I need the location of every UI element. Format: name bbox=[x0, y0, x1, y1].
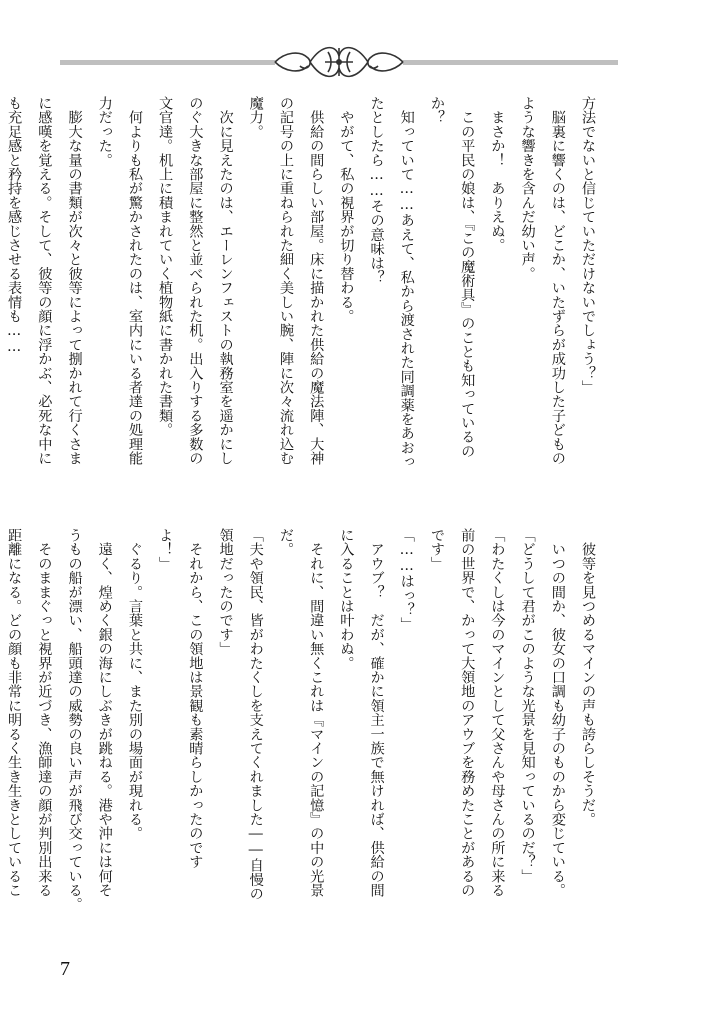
text-line: 距離になる。どの顔も非常に明るく生き生きとしているこ bbox=[6, 528, 23, 898]
text-line: に入ることは叶わぬ。 bbox=[338, 528, 355, 670]
text-block-bottom bbox=[0, 528, 603, 948]
text-line: 魔力。 bbox=[247, 96, 264, 139]
text-line: 文官達。机上に積まれていく植物紙に書かれた書類。 bbox=[157, 96, 174, 437]
text-line: 力だった。 bbox=[96, 96, 113, 167]
text-line: か？ bbox=[428, 96, 445, 125]
text-line: たとしたら……その意味は？ bbox=[368, 96, 385, 285]
text-line: 前の世界で、かって大領地のアウブを務めたことがあるの bbox=[459, 528, 476, 898]
text-line: やがて、私の視界が切り替わる。 bbox=[338, 96, 355, 324]
text-line: まさか！ ありえぬ。 bbox=[489, 96, 506, 253]
text-line: だ。 bbox=[277, 528, 294, 557]
text-line: そのままぐっと視界が近づき、漁師達の顔が判別出来る bbox=[36, 528, 53, 898]
text-line: 次に見えたのは、エーレンフェストの執務室を遥かにし bbox=[217, 96, 234, 466]
text-line: いつの間か、彼女の口調も幼子のものから変じている。 bbox=[549, 528, 566, 898]
text-line: のぐ大きな部屋に整然と並べられた机。出入りする多数の bbox=[187, 96, 204, 466]
text-line: それから、この領地は景観も素晴らしかったのです bbox=[187, 528, 204, 869]
header-ornament bbox=[60, 38, 618, 86]
text-line: うもの船が漂い、船頭達の威勢の良い声が飛び交っている。 bbox=[66, 528, 83, 912]
text-line: です」 bbox=[428, 528, 445, 571]
text-line: 知っていて……あえて、私から渡された同調薬をあおっ bbox=[398, 96, 415, 469]
text-line: 「……はっ？」 bbox=[398, 528, 415, 631]
text-line: 方法でないと信じていただけないでしょう？」 bbox=[580, 96, 596, 395]
page-number: 7 bbox=[60, 958, 70, 980]
text-line: 遠く、煌めく銀の海にしぶきが跳ねる。港や沖には何そ bbox=[96, 528, 113, 898]
text-block-top bbox=[0, 96, 603, 516]
text-line: アウブ？ だが、確かに領主一族で無ければ、供給の間 bbox=[368, 528, 385, 898]
text-line: この平民の娘は、『この魔術具』のことも知っているの bbox=[459, 96, 476, 459]
text-line: 「どうして君がこのような光景を見知っているのだ？」 bbox=[519, 528, 536, 883]
text-line: も充足感と矜持を感じさせる表情も…… bbox=[6, 96, 23, 356]
text-line: に感嘆を覚える。そして、彼等の顔に浮かぶ、必死な中に bbox=[36, 96, 53, 466]
text-line: ぐるり。言葉と共に、また別の場面が現れる。 bbox=[126, 528, 143, 841]
text-line: 脳裏に響くのは、どこか、いたずらが成功した子どもの bbox=[549, 96, 566, 466]
text-line: よ！」 bbox=[157, 528, 174, 571]
text-line: 領地だったのです」 bbox=[217, 528, 234, 656]
text-line: 膨大な量の書類が次々と彼等によって捌かれて行くさま bbox=[66, 96, 83, 466]
text-line: 供給の間らしい部屋。床に描かれた供給の魔法陣、大神 bbox=[308, 96, 325, 466]
text-line: 「夫や領民、皆がわたくしを支えてくれました――自慢の bbox=[247, 528, 264, 901]
text-line: それに、間違い無くこれは『マインの記憶』の中の光景 bbox=[308, 528, 325, 898]
text-line: 彼等を見つめるマインの声も誇らしそうだ。 bbox=[580, 528, 596, 827]
text-line: の記号の上に重ねられた細く美しい腕、陣に次々流れ込む bbox=[277, 96, 294, 466]
text-line: ような響きを含んだ幼い声。 bbox=[519, 96, 536, 281]
text-line: 「わたくしは今のマインとして父さんや母さんの所に来る bbox=[489, 528, 506, 898]
text-line: 何よりも私が驚かされたのは、室内にいる者達の処理能 bbox=[126, 96, 143, 466]
